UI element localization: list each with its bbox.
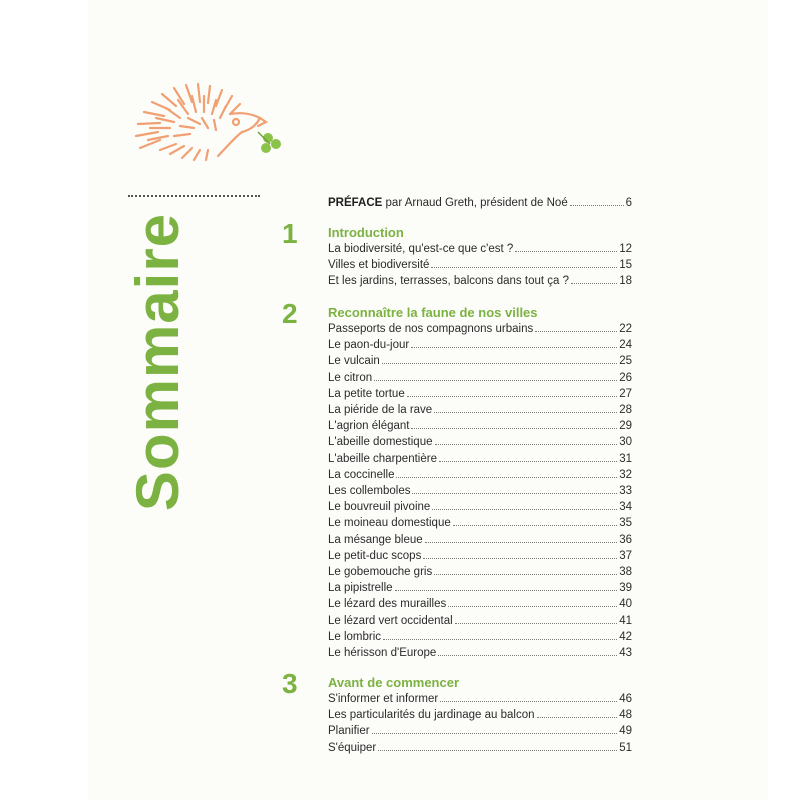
- toc-entry[interactable]: [328, 435, 632, 449]
- leader-dots: [374, 371, 617, 381]
- entry-title: L'abeille domestique: [328, 436, 433, 449]
- leader-dots: [570, 196, 624, 206]
- entry-title: S'informer et informer: [328, 693, 439, 705]
- page-number: 34: [619, 501, 632, 514]
- page-number: 40: [619, 598, 632, 611]
- toc-entry[interactable]: [328, 549, 632, 563]
- page-number: 46: [619, 693, 632, 705]
- entry-title: La piéride de la rave: [328, 404, 433, 416]
- page-number: 22: [619, 323, 632, 335]
- entry-title: L'abeille charpentière: [328, 452, 437, 465]
- leader-dots: [382, 354, 617, 364]
- page-number: 26: [619, 371, 632, 384]
- page-number: 41: [619, 614, 632, 627]
- page-number: 49: [619, 725, 632, 738]
- page-number: 15: [619, 259, 632, 272]
- entry-title: Passeports de nos compagnons urbains: [328, 323, 534, 335]
- entry-title: Le vulcain: [328, 355, 380, 368]
- preface-label: PRÉFACE: [328, 197, 383, 209]
- toc-entry[interactable]: [328, 468, 632, 482]
- toc-entry[interactable]: [328, 708, 632, 722]
- toc-entry[interactable]: [328, 274, 632, 288]
- section-title[interactable]: Introduction: [328, 225, 404, 240]
- toc-entry[interactable]: [328, 581, 632, 595]
- dotted-rule: [128, 195, 260, 197]
- leader-dots: [435, 435, 618, 445]
- page-number: 12: [619, 243, 632, 255]
- toc-entry[interactable]: [328, 614, 632, 628]
- leader-dots: [453, 516, 617, 526]
- toc-entry[interactable]: [328, 354, 632, 368]
- leader-dots: [432, 500, 617, 510]
- page-number: 18: [619, 275, 632, 288]
- leader-dots: [412, 484, 617, 494]
- page-number: 51: [619, 741, 632, 754]
- page-number: 32: [619, 468, 632, 481]
- leader-dots: [448, 597, 617, 607]
- toc-entry[interactable]: [328, 322, 632, 336]
- leader-dots: [515, 242, 617, 252]
- leader-dots: [425, 533, 618, 543]
- toc-entry[interactable]: [328, 452, 632, 466]
- entry-title: Le gobemouche gris: [328, 566, 433, 578]
- section-title[interactable]: Reconnaître la faune de nos villes: [328, 305, 538, 320]
- toc-entry[interactable]: [328, 403, 632, 417]
- entry-title: La biodiversité, qu'est-ce que c'est ?: [328, 243, 514, 255]
- toc-entry[interactable]: [328, 724, 632, 738]
- leader-dots: [571, 274, 617, 284]
- leader-dots: [455, 614, 618, 624]
- leader-dots: [411, 419, 617, 429]
- entry-title: Le lézard des murailles: [328, 598, 447, 611]
- entry-title: Le citron: [328, 371, 373, 384]
- page-number: 37: [619, 549, 632, 562]
- leader-dots: [434, 565, 617, 575]
- entry-title: Villes et biodiversité: [328, 259, 430, 272]
- preface-entry[interactable]: [328, 196, 632, 210]
- leader-dots: [396, 468, 617, 478]
- section-number-3: 3: [282, 668, 298, 699]
- page-number: 28: [619, 404, 632, 416]
- page-number: 29: [619, 420, 632, 433]
- entry-title: Le lézard vert occidental: [328, 614, 453, 627]
- toc-entry[interactable]: [328, 646, 632, 660]
- leader-dots: [395, 581, 618, 591]
- page-number: 39: [619, 582, 632, 595]
- entry-title: Le moineau domestique: [328, 517, 451, 530]
- entry-title: Le hérisson d'Europe: [328, 647, 437, 659]
- toc-entry[interactable]: [328, 500, 632, 514]
- leader-dots: [383, 630, 617, 640]
- page-number: 43: [619, 647, 632, 659]
- entry-title: Le paon-du-jour: [328, 339, 410, 352]
- page-number: 42: [619, 630, 632, 643]
- section-number-2: 2: [282, 298, 298, 329]
- toc-entry[interactable]: [328, 242, 632, 256]
- entry-title: Le bouvreuil pivoine: [328, 501, 431, 514]
- page-number: 33: [619, 485, 632, 497]
- leader-dots: [434, 403, 617, 413]
- page-number: 6: [625, 197, 632, 209]
- toc-entry[interactable]: [328, 419, 632, 433]
- leader-dots: [411, 338, 617, 348]
- toc-entry[interactable]: [328, 371, 632, 385]
- page-number: 48: [619, 709, 632, 722]
- toc-entry[interactable]: [328, 258, 632, 272]
- entry-title: Les particularités du jardinage au balcon: [328, 709, 535, 722]
- page-number: 25: [619, 355, 632, 368]
- entry-title: Les collemboles: [328, 485, 411, 497]
- section-number-1: 1: [282, 218, 298, 249]
- entry-title: S'équiper: [328, 741, 377, 754]
- leader-dots: [378, 741, 617, 751]
- entry-title: La coccinelle: [328, 468, 395, 481]
- sommaire-title: Sommaire: [124, 212, 191, 512]
- page-number: 31: [619, 452, 632, 465]
- toc-entry[interactable]: [328, 516, 632, 530]
- entry-title: La pipistrelle: [328, 582, 393, 595]
- page-number: 24: [619, 339, 632, 352]
- toc-entry[interactable]: [328, 597, 632, 611]
- entry-title: L'agrion élégant: [328, 420, 410, 433]
- page-number: 35: [619, 517, 632, 530]
- page-number: 27: [619, 387, 632, 400]
- entry-title: Planifier: [328, 725, 370, 738]
- page-number: 38: [619, 566, 632, 578]
- leader-dots: [407, 387, 617, 397]
- leader-dots: [431, 258, 617, 268]
- toc-entry[interactable]: [328, 692, 632, 706]
- toc-entry[interactable]: [328, 484, 632, 498]
- entry-title: La petite tortue: [328, 387, 405, 400]
- leader-dots: [372, 724, 618, 734]
- leader-dots: [535, 322, 617, 332]
- leader-dots: [439, 452, 617, 462]
- toc-entry[interactable]: [328, 338, 632, 352]
- toc-entry[interactable]: [328, 565, 632, 579]
- page-number: 30: [619, 436, 632, 449]
- leader-dots: [440, 692, 617, 702]
- entry-title: La mésange bleue: [328, 533, 423, 546]
- section-title[interactable]: Avant de commencer: [328, 675, 460, 690]
- toc-entry[interactable]: [328, 533, 632, 547]
- entry-title: Le lombric: [328, 630, 382, 643]
- toc-entry[interactable]: [328, 387, 632, 401]
- toc-entry[interactable]: [328, 630, 632, 644]
- preface-text: par Arnaud Greth, président de Noé: [385, 197, 568, 209]
- leader-dots: [537, 708, 618, 718]
- leader-dots: [438, 646, 617, 656]
- toc-entry[interactable]: [328, 741, 632, 755]
- hedgehog-icon: [130, 78, 295, 173]
- entry-title: Le petit-duc scops: [328, 549, 422, 562]
- page-number: 36: [619, 533, 632, 546]
- entry-title: Et les jardins, terrasses, balcons dans tout ça ?: [328, 275, 569, 288]
- leader-dots: [423, 549, 617, 559]
